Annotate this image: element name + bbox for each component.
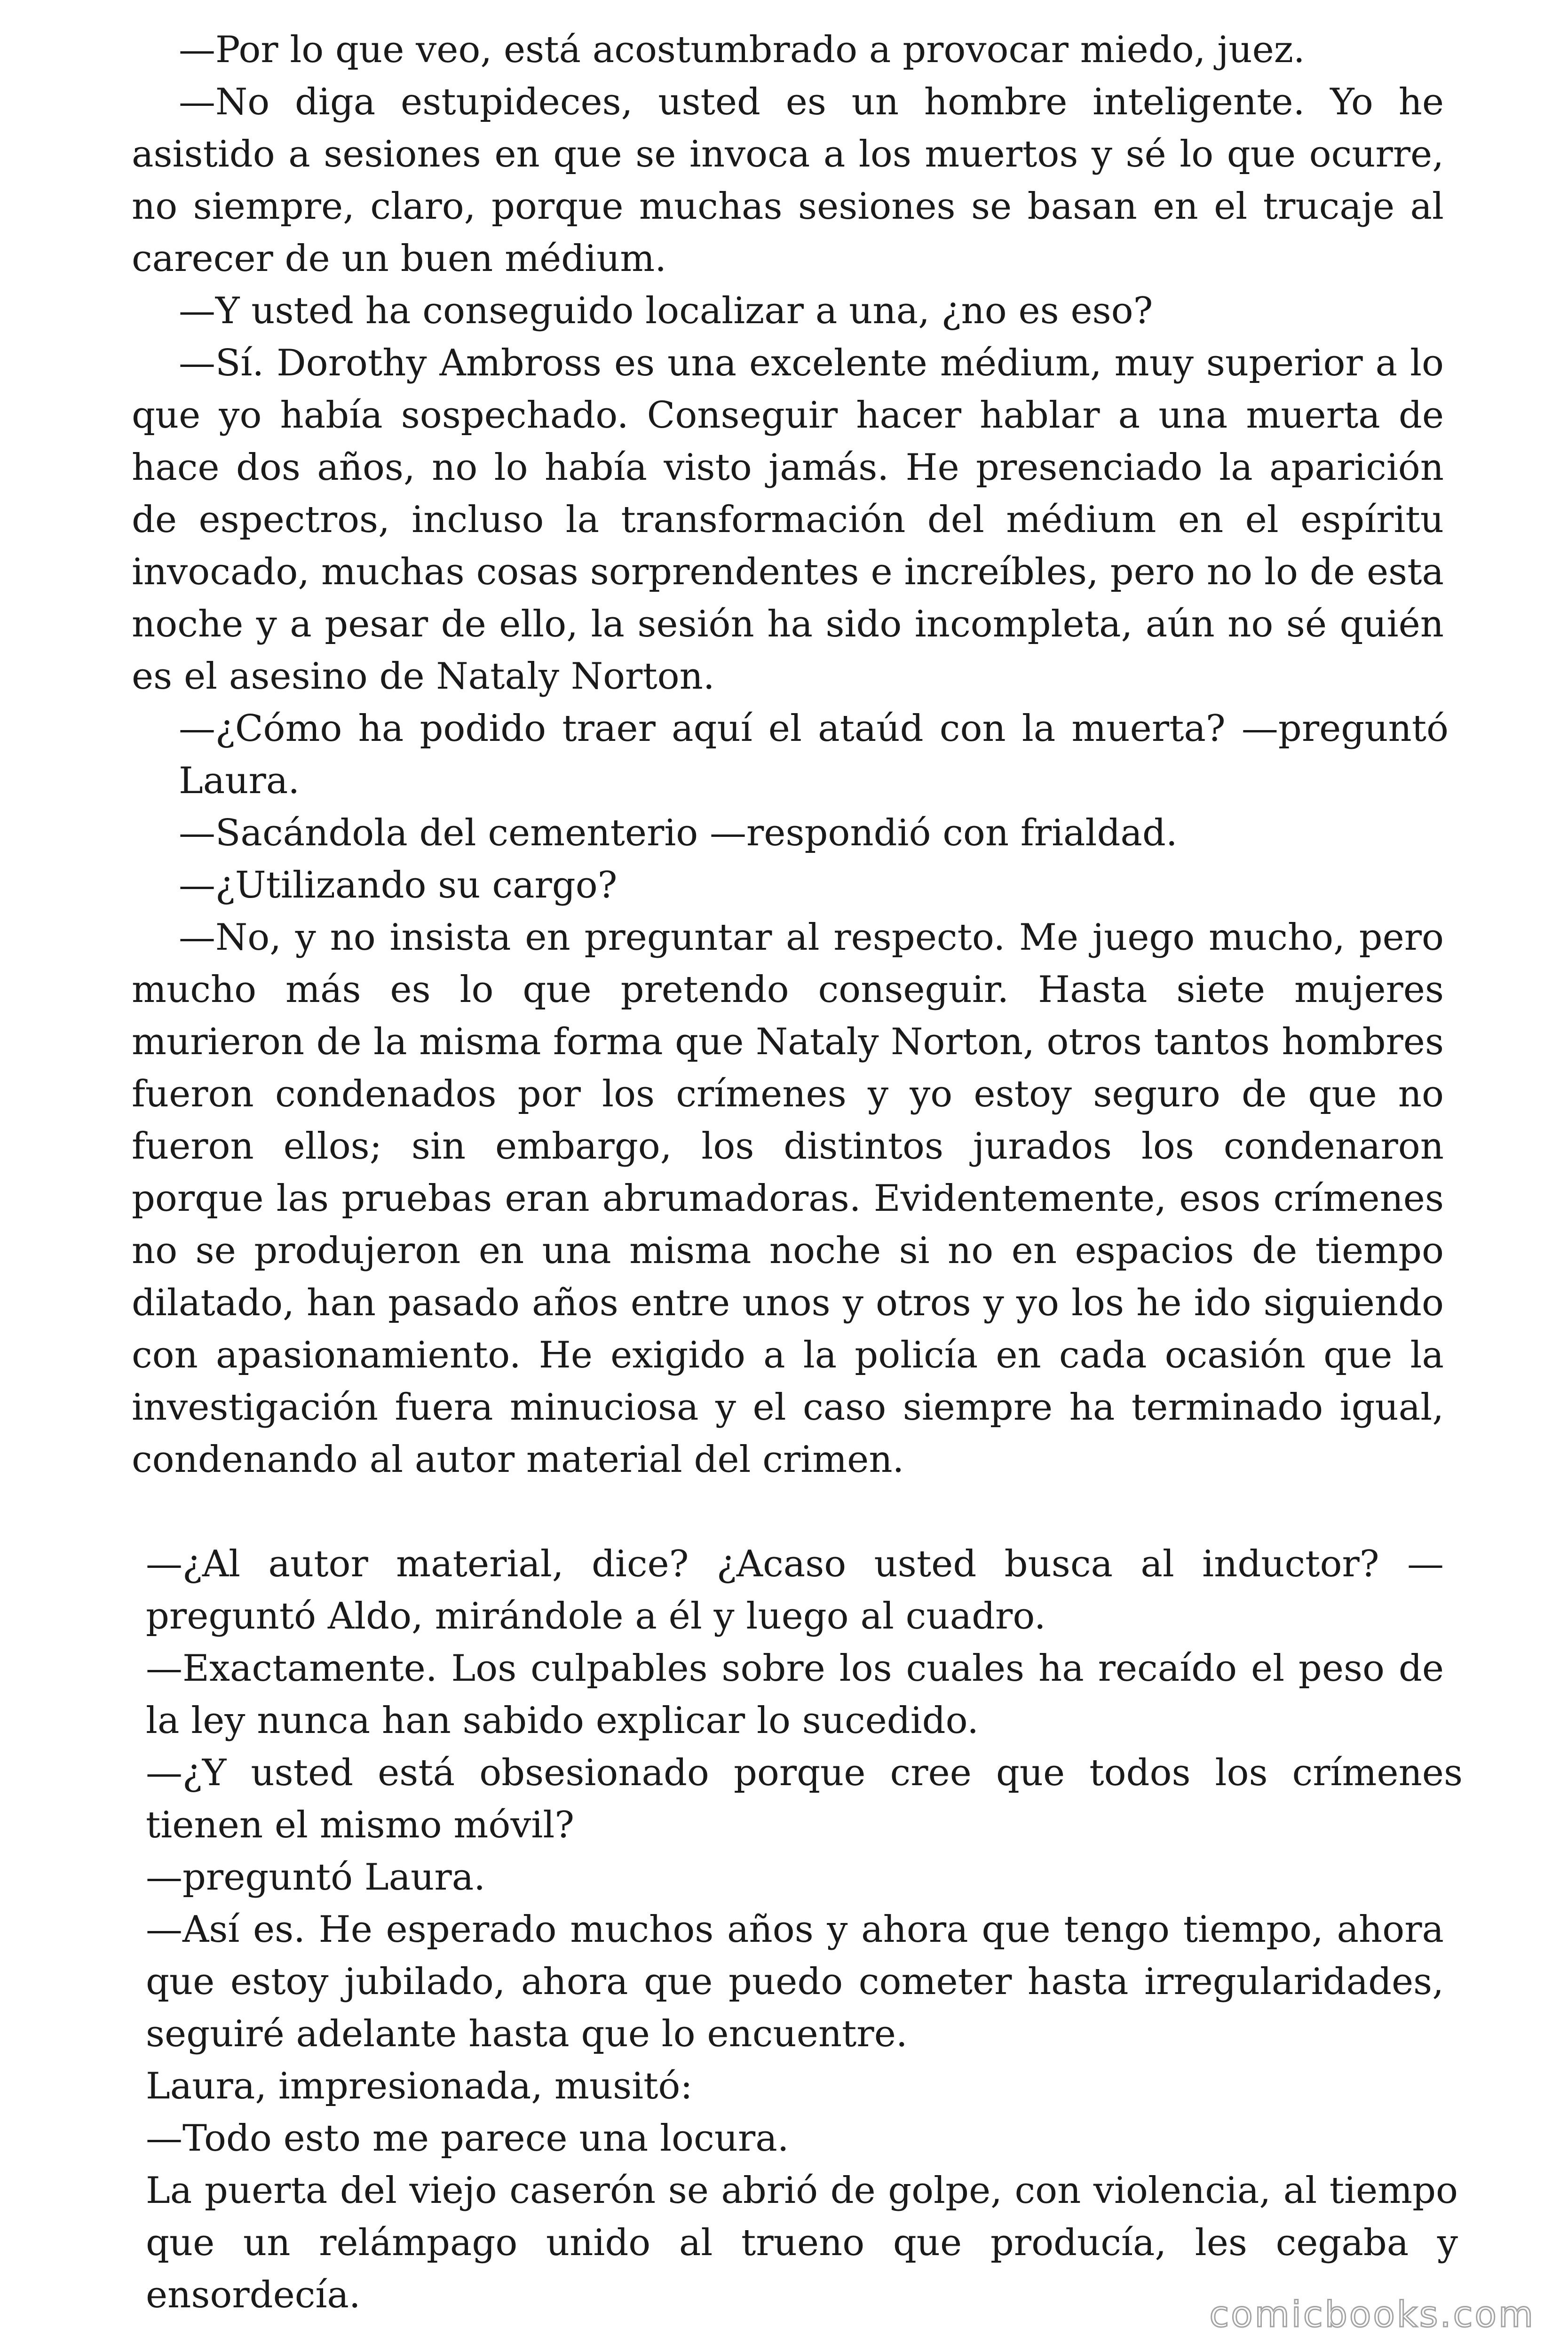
paragraph: —preguntó Laura.	[146, 1856, 485, 1899]
paragraph: —¿Utilizando su cargo?	[179, 864, 618, 906]
paragraph: —Sí. Dorothy Ambross es una excelente médium, muy superior a lo que yo había sospechado. Conseguir hacer hablar a una muerta de hace dos años, no lo había visto jamás. He presenciado la aparición de espectros, incluso la transformación del médium en el espíritu invocado, muchas cosas sorprendentes e increíbles, pero no lo de esta noche y a pesar de ello, la sesión ha sido incompleta, aún no sé quién es el asesino de Nataly Norton.	[132, 342, 1444, 698]
paragraph: —Por lo que veo, está acostumbrado a provocar miedo, juez.	[179, 29, 1305, 71]
paragraph: —No, y no insista en preguntar al respecto. Me juego mucho, pero mucho más es lo que pretendo conseguir. Hasta siete mujeres murieron de la misma forma que Nataly Norton, otros tantos hombres fueron condenados por los crímenes y yo estoy seguro de que no fueron ellos; sin embargo, los distintos jurados los condenaron porque las pruebas eran abrumadoras. Evidentemente, esos crímenes no se produjeron en una misma noche si no en espacios de tiempo dilatado, han pasado años entre unos y otros y yo los he ido siguiendo con apasionamiento. He exigido a la policía en cada ocasión que la investigación fuera minuciosa y el caso siempre ha terminado igual, condenando al autor material del crimen.	[132, 916, 1444, 1481]
paragraph: —Exactamente. Los culpables sobre los cuales ha recaído el peso de la ley nunca han sabido explicar lo sucedido.	[146, 1647, 1444, 1742]
paragraph: —No diga estupideces, usted es un hombre inteligente. Yo he asistido a sesiones en que se invoca a los muertos y sé lo que ocurre, no siempre, claro, porque muchas sesiones se basan en el trucaje al carecer de un buen médium.	[132, 81, 1444, 280]
paragraph: —Sacándola del cementerio —respondió con frialdad.	[179, 812, 1178, 854]
paragraph: —¿Y usted está obsesionado porque cree que todos los crímenes tienen el mismo móvil?	[146, 1752, 1463, 1846]
paragraph: —¿Al autor material, dice? ¿Acaso usted busca al inductor? —preguntó Aldo, mirándole a él y luego al cuadro.	[146, 1543, 1444, 1637]
paragraph: Laura, impresionada, musitó:	[146, 2065, 693, 2107]
paragraph: —Así es. He esperado muchos años y ahora que tengo tiempo, ahora que estoy jubilado, ahora que puedo cometer hasta irregularidades, seguiré adelante hasta que lo encuentre.	[146, 1908, 1444, 2055]
watermark: comicbooks.com	[1209, 2293, 1535, 2335]
paragraph: —Y usted ha conseguido localizar a una, ¿no es eso?	[179, 290, 1153, 332]
paragraph: —¿Cómo ha podido traer aquí el ataúd con la muerta? —preguntó Laura.	[179, 707, 1449, 802]
paragraph: La puerta del viejo caserón se abrió de golpe, con violencia, al tiempo que un relámpago unido al trueno que producía, les cegaba y ensordecía.	[146, 2169, 1458, 2316]
paragraph: —Todo esto me parece una locura.	[146, 2117, 789, 2160]
